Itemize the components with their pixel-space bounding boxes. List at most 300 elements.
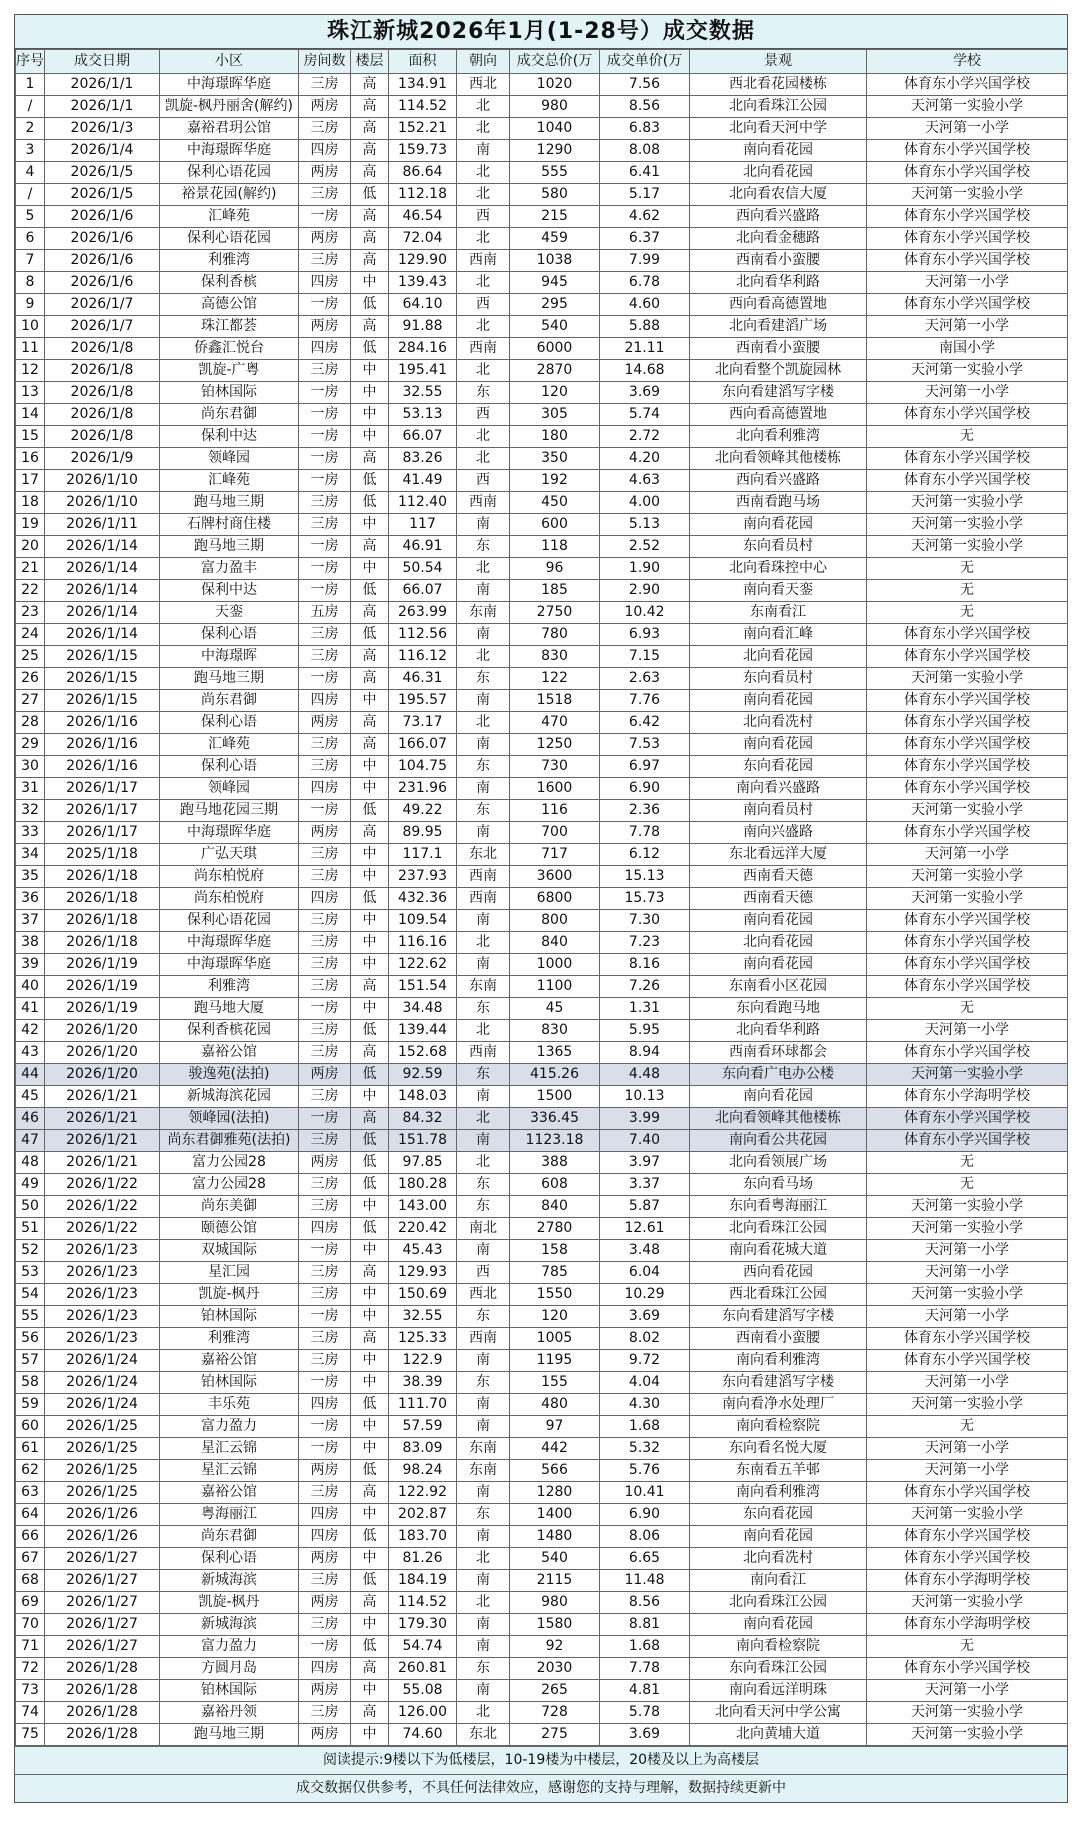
cell-orientation: 北 xyxy=(457,162,510,184)
cell-orientation: 西 xyxy=(457,206,510,228)
cell-unit-price: 7.78 xyxy=(600,822,690,844)
cell-rooms: 一房 xyxy=(299,294,351,316)
cell-area: 114.52 xyxy=(389,1592,457,1614)
cell-area: 97.85 xyxy=(389,1152,457,1174)
cell-floor: 高 xyxy=(351,118,389,140)
cell-date: 2026/1/26 xyxy=(45,1526,160,1548)
cell-school: 天河第一实验小学 xyxy=(867,1196,1068,1218)
cell-school: 天河第一实验小学 xyxy=(867,492,1068,514)
cell-total-price: 45 xyxy=(510,998,600,1020)
cell-total-price: 785 xyxy=(510,1262,600,1284)
cell-rooms: 四房 xyxy=(299,888,351,910)
cell-rooms: 四房 xyxy=(299,1504,351,1526)
cell-total-price: 1040 xyxy=(510,118,600,140)
cell-unit-price: 5.13 xyxy=(600,514,690,536)
cell-community: 珠江都荟 xyxy=(160,316,299,338)
cell-view: 南向看花园 xyxy=(690,910,867,932)
table-row xyxy=(16,316,1068,338)
cell-index: 58 xyxy=(16,1372,45,1394)
cell-floor: 低 xyxy=(351,1394,389,1416)
cell-floor: 低 xyxy=(351,492,389,514)
cell-date: 2026/1/8 xyxy=(45,360,160,382)
cell-rooms: 三房 xyxy=(299,118,351,140)
cell-index: 13 xyxy=(16,382,45,404)
cell-index: 10 xyxy=(16,316,45,338)
table-row xyxy=(16,1020,1068,1042)
cell-rooms: 四房 xyxy=(299,338,351,360)
cell-floor: 高 xyxy=(351,1482,389,1504)
cell-total-price: 1123.18 xyxy=(510,1130,600,1152)
cell-total-price: 800 xyxy=(510,910,600,932)
cell-area: 122.62 xyxy=(389,954,457,976)
col-header-community: 小区 xyxy=(160,50,299,74)
cell-total-price: 265 xyxy=(510,1680,600,1702)
cell-area: 129.93 xyxy=(389,1262,457,1284)
cell-school: 天河第一小学 xyxy=(867,1020,1068,1042)
cell-floor: 低 xyxy=(351,1152,389,1174)
cell-area: 34.48 xyxy=(389,998,457,1020)
cell-index: 63 xyxy=(16,1482,45,1504)
cell-rooms: 四房 xyxy=(299,1394,351,1416)
cell-school: 体育东小学兴国学校 xyxy=(867,1658,1068,1680)
cell-date: 2026/1/23 xyxy=(45,1240,160,1262)
cell-view: 北向看金穗路 xyxy=(690,228,867,250)
cell-orientation: 西 xyxy=(457,404,510,426)
disclaimer-note: 成交数据仅供参考，不具任何法律效应，感谢您的支持与理解，数据持续更新中 xyxy=(15,1774,1067,1802)
cell-index: 50 xyxy=(16,1196,45,1218)
cell-orientation: 南 xyxy=(457,580,510,602)
cell-school: 天河第一实验小学 xyxy=(867,888,1068,910)
cell-community: 保利心语花园 xyxy=(160,228,299,250)
cell-floor: 低 xyxy=(351,294,389,316)
cell-unit-price: 1.68 xyxy=(600,1636,690,1658)
cell-community: 骏逸苑(法拍) xyxy=(160,1064,299,1086)
table-row xyxy=(16,74,1068,96)
cell-floor: 中 xyxy=(351,1284,389,1306)
table-row xyxy=(16,976,1068,998)
cell-orientation: 北 xyxy=(457,558,510,580)
cell-orientation: 西南 xyxy=(457,338,510,360)
cell-unit-price: 2.36 xyxy=(600,800,690,822)
cell-unit-price: 2.90 xyxy=(600,580,690,602)
cell-unit-price: 5.87 xyxy=(600,1196,690,1218)
cell-rooms: 三房 xyxy=(299,866,351,888)
table-row xyxy=(16,624,1068,646)
cell-rooms: 一房 xyxy=(299,1108,351,1130)
cell-view: 东向看珠江公园 xyxy=(690,1658,867,1680)
table-row xyxy=(16,1526,1068,1548)
cell-rooms: 两房 xyxy=(299,1460,351,1482)
cell-index: 71 xyxy=(16,1636,45,1658)
table-row xyxy=(16,1460,1068,1482)
cell-community: 保利心语花园 xyxy=(160,910,299,932)
cell-index: 17 xyxy=(16,470,45,492)
cell-date: 2026/1/14 xyxy=(45,602,160,624)
cell-area: 32.55 xyxy=(389,382,457,404)
cell-area: 73.17 xyxy=(389,712,457,734)
cell-view: 东向看员村 xyxy=(690,536,867,558)
cell-rooms: 三房 xyxy=(299,1174,351,1196)
cell-index: 35 xyxy=(16,866,45,888)
col-header-floor: 楼层 xyxy=(351,50,389,74)
cell-date: 2026/1/18 xyxy=(45,888,160,910)
cell-community: 汇峰苑 xyxy=(160,470,299,492)
cell-community: 领峰园 xyxy=(160,448,299,470)
cell-orientation: 北 xyxy=(457,712,510,734)
cell-school: 天河第一实验小学 xyxy=(867,1064,1068,1086)
cell-rooms: 一房 xyxy=(299,558,351,580)
cell-view: 东向看粤海丽江 xyxy=(690,1196,867,1218)
cell-rooms: 两房 xyxy=(299,1064,351,1086)
cell-view: 西向看高德置地 xyxy=(690,294,867,316)
cell-orientation: 东南 xyxy=(457,1460,510,1482)
cell-floor: 低 xyxy=(351,1174,389,1196)
cell-unit-price: 7.30 xyxy=(600,910,690,932)
cell-community: 富力盈力 xyxy=(160,1416,299,1438)
cell-area: 50.54 xyxy=(389,558,457,580)
cell-date: 2026/1/6 xyxy=(45,250,160,272)
cell-total-price: 192 xyxy=(510,470,600,492)
table-row xyxy=(16,1372,1068,1394)
cell-unit-price: 5.78 xyxy=(600,1702,690,1724)
cell-unit-price: 4.63 xyxy=(600,470,690,492)
cell-unit-price: 7.23 xyxy=(600,932,690,954)
cell-rooms: 三房 xyxy=(299,976,351,998)
cell-index: 18 xyxy=(16,492,45,514)
cell-rooms: 四房 xyxy=(299,1526,351,1548)
cell-unit-price: 8.56 xyxy=(600,96,690,118)
cell-rooms: 两房 xyxy=(299,1724,351,1746)
cell-area: 54.74 xyxy=(389,1636,457,1658)
cell-unit-price: 7.26 xyxy=(600,976,690,998)
cell-area: 104.75 xyxy=(389,756,457,778)
cell-index: 4 xyxy=(16,162,45,184)
cell-community: 保利心语 xyxy=(160,1548,299,1570)
cell-community: 星汇云锦 xyxy=(160,1438,299,1460)
cell-floor: 高 xyxy=(351,536,389,558)
table-row xyxy=(16,1570,1068,1592)
cell-rooms: 一房 xyxy=(299,800,351,822)
cell-index: 2 xyxy=(16,118,45,140)
cell-total-price: 470 xyxy=(510,712,600,734)
cell-area: 180.28 xyxy=(389,1174,457,1196)
cell-orientation: 南 xyxy=(457,1394,510,1416)
table-row xyxy=(16,1394,1068,1416)
cell-total-price: 158 xyxy=(510,1240,600,1262)
cell-view: 北向看天河中学 xyxy=(690,118,867,140)
cell-orientation: 西北 xyxy=(457,1284,510,1306)
cell-floor: 中 xyxy=(351,360,389,382)
cell-area: 195.41 xyxy=(389,360,457,382)
cell-community: 高德公馆 xyxy=(160,294,299,316)
cell-date: 2026/1/18 xyxy=(45,932,160,954)
cell-community: 尚东君御雅苑(法拍) xyxy=(160,1130,299,1152)
cell-community: 尚东柏悦府 xyxy=(160,866,299,888)
cell-view: 东向看花园 xyxy=(690,1504,867,1526)
cell-school: 体育东小学兴国学校 xyxy=(867,646,1068,668)
cell-index: 16 xyxy=(16,448,45,470)
cell-unit-price: 2.72 xyxy=(600,426,690,448)
cell-area: 83.26 xyxy=(389,448,457,470)
cell-community: 凯旋-枫丹 xyxy=(160,1284,299,1306)
cell-rooms: 一房 xyxy=(299,1636,351,1658)
cell-total-price: 2750 xyxy=(510,602,600,624)
table-row xyxy=(16,492,1068,514)
cell-floor: 高 xyxy=(351,1262,389,1284)
cell-unit-price: 15.13 xyxy=(600,866,690,888)
cell-total-price: 608 xyxy=(510,1174,600,1196)
cell-view: 北向看利雅湾 xyxy=(690,426,867,448)
cell-date: 2026/1/5 xyxy=(45,162,160,184)
cell-school: 天河第一小学 xyxy=(867,316,1068,338)
cell-area: 150.69 xyxy=(389,1284,457,1306)
cell-orientation: 南 xyxy=(457,1526,510,1548)
cell-orientation: 北 xyxy=(457,1020,510,1042)
table-header-row xyxy=(16,50,1068,74)
cell-school: 南国小学 xyxy=(867,338,1068,360)
cell-view: 北向看天河中学公寓 xyxy=(690,1702,867,1724)
cell-area: 432.36 xyxy=(389,888,457,910)
cell-date: 2026/1/24 xyxy=(45,1372,160,1394)
cell-area: 125.33 xyxy=(389,1328,457,1350)
cell-index: 23 xyxy=(16,602,45,624)
cell-view: 北向看华利路 xyxy=(690,272,867,294)
cell-view: 西南看天德 xyxy=(690,888,867,910)
cell-orientation: 南 xyxy=(457,734,510,756)
cell-area: 111.70 xyxy=(389,1394,457,1416)
cell-area: 32.55 xyxy=(389,1306,457,1328)
col-header-total-price: 成交总价(万 xyxy=(510,50,600,74)
cell-rooms: 四房 xyxy=(299,140,351,162)
cell-community: 石牌村商住楼 xyxy=(160,514,299,536)
cell-orientation: 东南 xyxy=(457,602,510,624)
cell-floor: 中 xyxy=(351,690,389,712)
cell-orientation: 东 xyxy=(457,756,510,778)
cell-date: 2026/1/22 xyxy=(45,1218,160,1240)
cell-view: 西向看兴盛路 xyxy=(690,470,867,492)
cell-view: 南向看公共花园 xyxy=(690,1130,867,1152)
cell-rooms: 三房 xyxy=(299,1350,351,1372)
cell-community: 富力公园28 xyxy=(160,1152,299,1174)
table-row xyxy=(16,162,1068,184)
cell-rooms: 一房 xyxy=(299,382,351,404)
cell-area: 117.1 xyxy=(389,844,457,866)
table-row xyxy=(16,712,1068,734)
cell-date: 2026/1/10 xyxy=(45,470,160,492)
cell-total-price: 118 xyxy=(510,536,600,558)
cell-orientation: 北 xyxy=(457,360,510,382)
cell-floor: 中 xyxy=(351,1680,389,1702)
cell-date: 2026/1/27 xyxy=(45,1614,160,1636)
cell-date: 2025/1/18 xyxy=(45,844,160,866)
cell-unit-price: 10.41 xyxy=(600,1482,690,1504)
cell-index: 67 xyxy=(16,1548,45,1570)
transaction-sheet xyxy=(14,14,1068,1803)
table-row xyxy=(16,1592,1068,1614)
cell-index: 51 xyxy=(16,1218,45,1240)
cell-orientation: 西 xyxy=(457,294,510,316)
cell-school: 天河第一实验小学 xyxy=(867,866,1068,888)
cell-community: 跑马地大厦 xyxy=(160,998,299,1020)
cell-floor: 中 xyxy=(351,558,389,580)
col-header-date: 成交日期 xyxy=(45,50,160,74)
cell-community: 利雅湾 xyxy=(160,250,299,272)
cell-rooms: 一房 xyxy=(299,998,351,1020)
cell-view: 北向看花园 xyxy=(690,932,867,954)
cell-index: 44 xyxy=(16,1064,45,1086)
cell-total-price: 945 xyxy=(510,272,600,294)
cell-area: 139.44 xyxy=(389,1020,457,1042)
cell-rooms: 两房 xyxy=(299,228,351,250)
cell-unit-price: 5.17 xyxy=(600,184,690,206)
cell-rooms: 三房 xyxy=(299,1570,351,1592)
cell-school: 天河第一小学 xyxy=(867,1306,1068,1328)
cell-total-price: 540 xyxy=(510,316,600,338)
cell-orientation: 南 xyxy=(457,1240,510,1262)
cell-index: 24 xyxy=(16,624,45,646)
cell-orientation: 西南 xyxy=(457,1042,510,1064)
cell-school: 体育东小学兴国学校 xyxy=(867,822,1068,844)
cell-index: 25 xyxy=(16,646,45,668)
cell-school: 天河第一实验小学 xyxy=(867,668,1068,690)
cell-area: 148.03 xyxy=(389,1086,457,1108)
cell-unit-price: 4.60 xyxy=(600,294,690,316)
cell-rooms: 三房 xyxy=(299,1328,351,1350)
cell-index: 12 xyxy=(16,360,45,382)
cell-view: 南向看花园 xyxy=(690,140,867,162)
cell-orientation: 北 xyxy=(457,646,510,668)
cell-view: 东向看建滔写字楼 xyxy=(690,1306,867,1328)
cell-orientation: 北 xyxy=(457,316,510,338)
table-row xyxy=(16,118,1068,140)
cell-area: 57.59 xyxy=(389,1416,457,1438)
cell-unit-price: 4.48 xyxy=(600,1064,690,1086)
cell-floor: 高 xyxy=(351,646,389,668)
cell-total-price: 1365 xyxy=(510,1042,600,1064)
cell-floor: 中 xyxy=(351,778,389,800)
cell-area: 179.30 xyxy=(389,1614,457,1636)
table-row xyxy=(16,1350,1068,1372)
cell-floor: 高 xyxy=(351,140,389,162)
cell-index: 75 xyxy=(16,1724,45,1746)
cell-total-price: 717 xyxy=(510,844,600,866)
cell-unit-price: 5.88 xyxy=(600,316,690,338)
cell-area: 98.24 xyxy=(389,1460,457,1482)
cell-orientation: 南 xyxy=(457,1416,510,1438)
cell-rooms: 四房 xyxy=(299,690,351,712)
cell-area: 134.91 xyxy=(389,74,457,96)
table-row xyxy=(16,1306,1068,1328)
cell-community: 铂林国际 xyxy=(160,382,299,404)
cell-total-price: 600 xyxy=(510,514,600,536)
cell-index: 52 xyxy=(16,1240,45,1262)
cell-floor: 低 xyxy=(351,580,389,602)
cell-unit-price: 9.72 xyxy=(600,1350,690,1372)
cell-rooms: 一房 xyxy=(299,1372,351,1394)
cell-rooms: 一房 xyxy=(299,580,351,602)
cell-school: 天河第一实验小学 xyxy=(867,536,1068,558)
cell-rooms: 两房 xyxy=(299,1152,351,1174)
cell-unit-price: 3.69 xyxy=(600,1306,690,1328)
cell-rooms: 三房 xyxy=(299,1020,351,1042)
cell-floor: 高 xyxy=(351,206,389,228)
table-row xyxy=(16,1240,1068,1262)
cell-total-price: 555 xyxy=(510,162,600,184)
cell-community: 铂林国际 xyxy=(160,1372,299,1394)
cell-date: 2026/1/15 xyxy=(45,668,160,690)
cell-school: 天河第一实验小学 xyxy=(867,1702,1068,1724)
cell-area: 122.9 xyxy=(389,1350,457,1372)
cell-school: 天河第一实验小学 xyxy=(867,96,1068,118)
cell-area: 46.31 xyxy=(389,668,457,690)
cell-unit-price: 7.99 xyxy=(600,250,690,272)
cell-community: 汇峰苑 xyxy=(160,734,299,756)
table-row xyxy=(16,734,1068,756)
cell-index: 62 xyxy=(16,1460,45,1482)
cell-index: 34 xyxy=(16,844,45,866)
cell-date: 2026/1/14 xyxy=(45,624,160,646)
cell-total-price: 1600 xyxy=(510,778,600,800)
cell-community: 富力盈丰 xyxy=(160,558,299,580)
cell-date: 2026/1/23 xyxy=(45,1306,160,1328)
cell-index: 31 xyxy=(16,778,45,800)
cell-school: 无 xyxy=(867,602,1068,624)
cell-view: 西南看环球都会 xyxy=(690,1042,867,1064)
cell-unit-price: 6.12 xyxy=(600,844,690,866)
table-row xyxy=(16,250,1068,272)
cell-view: 西向看兴盛路 xyxy=(690,206,867,228)
cell-community: 嘉裕公馆 xyxy=(160,1350,299,1372)
cell-community: 跑马地花园三期 xyxy=(160,800,299,822)
cell-orientation: 东南 xyxy=(457,1438,510,1460)
cell-floor: 中 xyxy=(351,426,389,448)
cell-date: 2026/1/19 xyxy=(45,954,160,976)
table-row xyxy=(16,690,1068,712)
cell-date: 2026/1/3 xyxy=(45,118,160,140)
cell-orientation: 东 xyxy=(457,1658,510,1680)
cell-total-price: 6800 xyxy=(510,888,600,910)
cell-view: 东向看建滔写字楼 xyxy=(690,1372,867,1394)
cell-floor: 高 xyxy=(351,250,389,272)
cell-rooms: 一房 xyxy=(299,206,351,228)
cell-total-price: 1550 xyxy=(510,1284,600,1306)
cell-date: 2026/1/21 xyxy=(45,1086,160,1108)
cell-total-price: 1038 xyxy=(510,250,600,272)
cell-index: 48 xyxy=(16,1152,45,1174)
cell-community: 双城国际 xyxy=(160,1240,299,1262)
table-row xyxy=(16,646,1068,668)
cell-area: 126.00 xyxy=(389,1702,457,1724)
cell-rooms: 三房 xyxy=(299,1702,351,1724)
cell-rooms: 三房 xyxy=(299,624,351,646)
col-header-unit-price: 成交单价(万 xyxy=(600,50,690,74)
cell-date: 2026/1/28 xyxy=(45,1658,160,1680)
cell-index: 11 xyxy=(16,338,45,360)
cell-orientation: 西 xyxy=(457,1262,510,1284)
cell-total-price: 840 xyxy=(510,1196,600,1218)
cell-rooms: 两房 xyxy=(299,96,351,118)
cell-view: 南向看天銮 xyxy=(690,580,867,602)
cell-school: 体育东小学兴国学校 xyxy=(867,470,1068,492)
cell-total-price: 728 xyxy=(510,1702,600,1724)
cell-rooms: 三房 xyxy=(299,74,351,96)
cell-floor: 中 xyxy=(351,1548,389,1570)
cell-index: 7 xyxy=(16,250,45,272)
table-row xyxy=(16,338,1068,360)
cell-community: 利雅湾 xyxy=(160,976,299,998)
cell-total-price: 1400 xyxy=(510,1504,600,1526)
cell-unit-price: 5.76 xyxy=(600,1460,690,1482)
